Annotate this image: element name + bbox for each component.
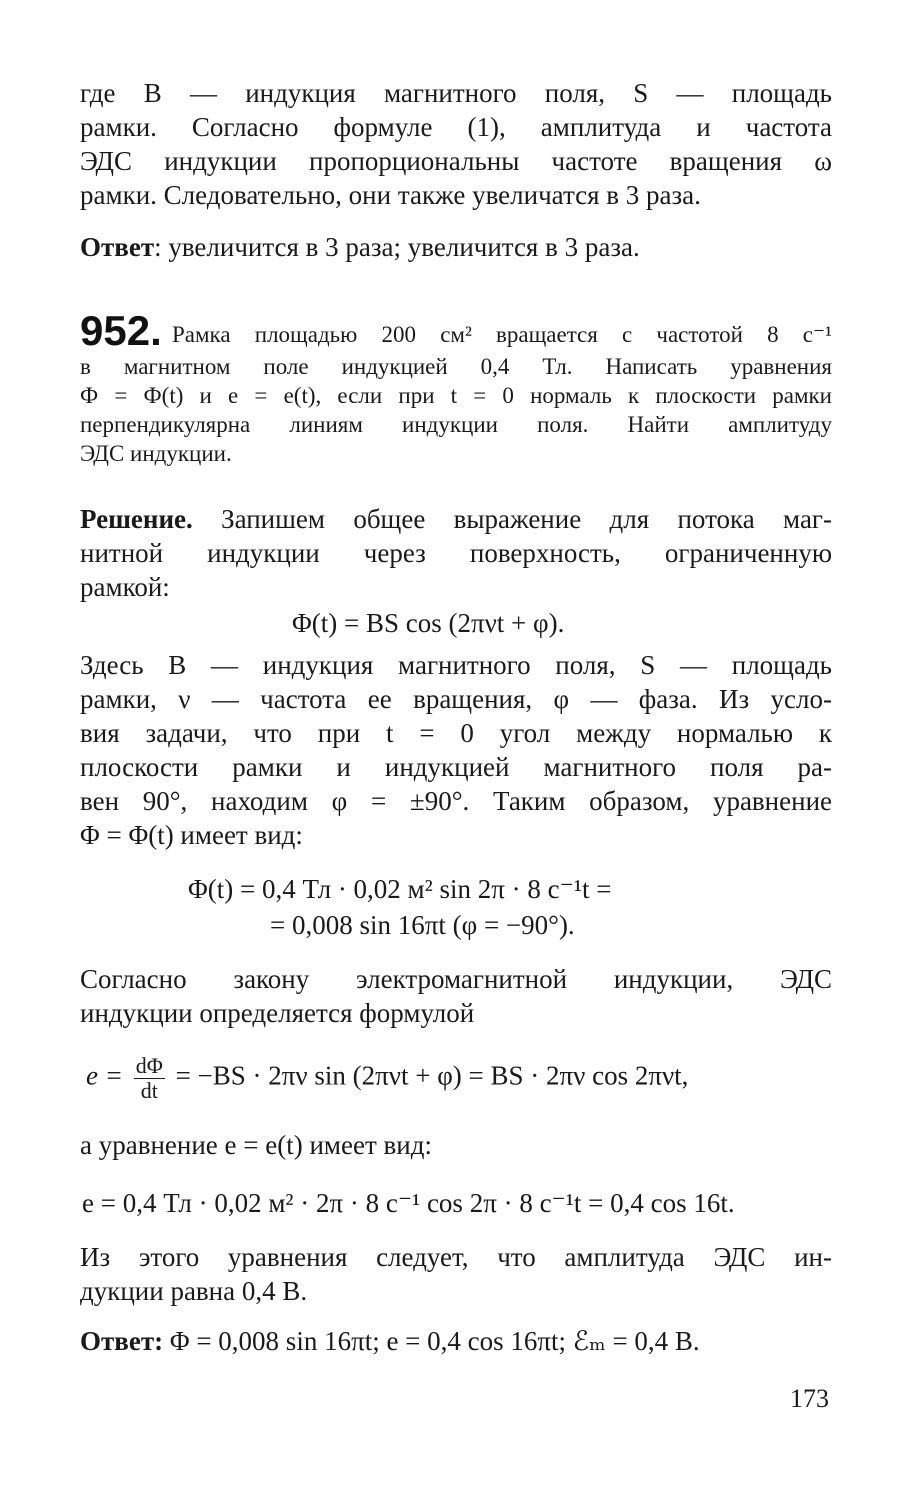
problem-statement: [80, 352, 832, 468]
text-line: а уравнение e = e(t) имеет вид:: [80, 1130, 432, 1160]
text-line: вия задачи, что при t = 0 угол между нормалью к: [80, 718, 832, 748]
text-line: рамки. Согласно формуле (1), амплитуда и частота: [80, 112, 832, 142]
text-line: плоскости рамки и индукцией магнитного поля ра-: [80, 752, 832, 782]
flux-equation-line-1: Φ(t) = 0,4 Тл · 0,02 м² sin 2π · 8 с⁻¹t =: [188, 874, 612, 904]
emf-formula: [86, 1054, 688, 1103]
text-line: где B — индукция магнитного поля, S — площадь: [80, 78, 832, 108]
answer-text: Φ = 0,008 sin 16πt; e = 0,4 cos 16πt; ℰₘ = 0,4 В.: [163, 1326, 700, 1356]
problem-number: 952.: [80, 307, 162, 354]
text-line: Рамка площадью 200 см² вращается с частотой 8 с⁻¹: [172, 322, 832, 347]
emf-formula-lhs: e =: [86, 1060, 123, 1091]
flux-equation-line-2: = 0,008 sin 16πt (φ = −90°).: [270, 910, 575, 940]
solution-paragraph-2: [80, 648, 832, 852]
derivative-fraction: [134, 1054, 165, 1103]
text-line: ЭДС индукции пропорциональны частоте вращения ω: [80, 146, 832, 176]
text-line: Согласно закону электромагнитной индукции, ЭДС: [80, 964, 832, 994]
flux-formula: Φ(t) = BS cos (2πνt + φ).: [292, 608, 565, 638]
text-line: перпендикулярна линиям индукции поля. Найти амплитуду: [80, 412, 832, 437]
text-line: в магнитном поле индукцией 0,4 Тл. Написать уравнения: [80, 354, 832, 379]
fraction-denominator: dt: [140, 1078, 158, 1103]
answer-line: [80, 1324, 832, 1358]
fraction-numerator: dΦ: [135, 1053, 163, 1078]
text-line: Здесь B — индукция магнитного поля, S — площадь: [80, 650, 832, 680]
text-line: индукции определяется формулой: [80, 998, 475, 1028]
solution-text: Запишем общее выражение для потока маг-: [192, 504, 832, 534]
text-line: [80, 502, 832, 536]
answer-1: [80, 230, 832, 264]
answer-label: Ответ:: [80, 1326, 164, 1356]
answer-label: Ответ: [80, 232, 155, 262]
solution-paragraph-3: [80, 962, 832, 1030]
text-line: Ф = Ф(t) и e = e(t), если при t = 0 нормаль к плоскости рамки: [80, 383, 832, 408]
solution-paragraph-4: [80, 1128, 832, 1162]
answer-line: [80, 230, 832, 264]
text-line: рамки. Следовательно, они также увеличатся в 3 раза.: [80, 180, 701, 210]
text-line: рамки, ν — частота ее вращения, φ — фаза. Из усло-: [80, 684, 832, 714]
text-line: нитной индукции через поверхность, ограниченную: [80, 538, 832, 568]
solution-intro: [80, 502, 832, 604]
emf-equation: e = 0,4 Тл · 0,02 м² · 2π · 8 с⁻¹ cos 2π · 8 с⁻¹t = 0,4 cos 16t.: [82, 1188, 735, 1218]
solution-label: Решение.: [80, 504, 193, 534]
text-line: рамкой:: [80, 572, 170, 602]
text-line: Φ = Φ(t) имеет вид:: [80, 820, 303, 850]
page-number: 173: [790, 1384, 829, 1413]
text-line: дукции равна 0,4 В.: [80, 1276, 308, 1306]
intro-paragraph: [80, 76, 832, 212]
text-line: ЭДС индукции.: [80, 441, 232, 466]
emf-formula-rhs: = −BS · 2πν sin (2πνt + φ) = BS · 2πν cos 2πνt,: [175, 1060, 689, 1091]
solution-paragraph-5: [80, 1240, 832, 1308]
text-line: Из этого уравнения следует, что амплитуда ЭДС ин-: [80, 1242, 832, 1272]
problem-first-line: [172, 320, 832, 349]
answer-text: : увеличится в 3 раза; увеличится в 3 раза.: [154, 232, 640, 262]
text-line: вен 90°, находим φ = ±90°. Таким образом, уравнение: [80, 786, 832, 816]
answer-2: [80, 1324, 832, 1358]
